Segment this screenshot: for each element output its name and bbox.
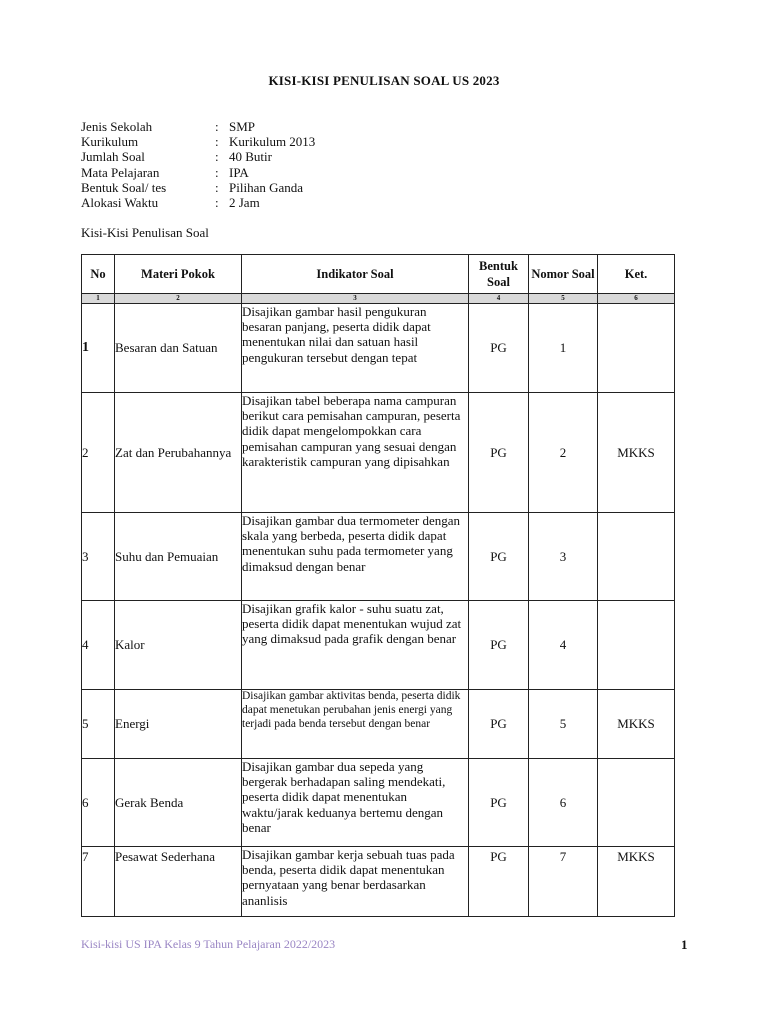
cell-ket: MKKS (598, 847, 675, 917)
meta-colon: : (215, 179, 219, 195)
table-row (82, 393, 675, 513)
cell-indikator: Disajikan tabel beberapa nama campuran berikut cara pemisahan campuran, peserta didik dapat mengelompokkan cara pemisahan campuran yang sesuai dengan karakteristik campuran yang dipisahkan (242, 393, 469, 513)
meta-label: Jenis Sekolah (81, 119, 153, 134)
meta-colon: : (215, 194, 219, 210)
cell-nomor: 4 (529, 601, 598, 690)
cell-bentuk: PG (469, 847, 529, 917)
column-number: 2 (115, 294, 242, 304)
meta-colon: : (215, 134, 219, 150)
document-title: KISI-KISI PENULISAN SOAL US 2023 (268, 73, 500, 88)
cell-bentuk: PG (469, 690, 529, 759)
cell-nomor: 7 (529, 847, 598, 917)
meta-label: Alokasi Waktu (81, 194, 159, 210)
cell-indikator: Disajikan gambar hasil pengukuran besaran panjang, peserta didik dapat menentukan nilai dan satuan hasil pengukuran tersebut dengan tepat (242, 304, 469, 393)
cell-no: 7 (82, 847, 115, 917)
column-number: 4 (469, 294, 529, 304)
cell-no: 3 (82, 513, 115, 601)
meta-label: Jumlah Soal (81, 149, 145, 165)
table-subheading: Kisi-Kisi Penulisan Soal (81, 225, 209, 240)
meta-value: SMP (229, 119, 256, 134)
cell-indikator: Disajikan gambar aktivitas benda, peserta didik dapat menetukan perubahan jenis energi yang terjadi pada benda tersebut dengan benar (242, 690, 469, 759)
cell-materi: Zat dan Perubahannya (115, 393, 242, 513)
table-row (82, 304, 675, 393)
header-indikator-soal: Indikator Soal (242, 255, 469, 294)
meta-row-kurikulum (81, 134, 315, 149)
meta-label: Kurikulum (81, 134, 139, 150)
kisi-kisi-table (81, 254, 675, 917)
table-row (82, 759, 675, 847)
cell-materi: Gerak Benda (115, 759, 242, 847)
meta-row-bentuk-soal (81, 180, 315, 195)
header-ket: Ket. (598, 255, 675, 294)
table-header-row (82, 255, 675, 294)
table-row (82, 601, 675, 690)
cell-ket: MKKS (598, 393, 675, 513)
header-nomor-soal: Nomor Soal (529, 255, 598, 294)
cell-ket (598, 513, 675, 601)
cell-ket: MKKS (598, 690, 675, 759)
meta-value: 40 Butir (229, 149, 272, 165)
meta-label: Mata Pelajaran (81, 164, 160, 180)
table-row (82, 690, 675, 759)
cell-materi: Energi (115, 690, 242, 759)
cell-materi: Pesawat Sederhana (115, 847, 242, 917)
meta-value: Pilihan Ganda (229, 179, 304, 195)
cell-materi: Besaran dan Satuan (115, 304, 242, 393)
cell-ket (598, 601, 675, 690)
column-number: 1 (82, 294, 115, 304)
meta-colon: : (215, 164, 219, 180)
meta-value: Kurikulum 2013 (229, 134, 316, 150)
meta-row-mata-pelajaran (81, 165, 315, 180)
cell-no: 6 (82, 759, 115, 847)
cell-nomor: 6 (529, 759, 598, 847)
cell-bentuk: PG (469, 601, 529, 690)
cell-no: 2 (82, 393, 115, 513)
meta-colon: : (215, 119, 219, 134)
cell-indikator: Disajikan grafik kalor - suhu suatu zat, peserta didik dapat menentukan wujud zat yang dimaksud pada grafik dengan benar (242, 601, 469, 690)
cell-no: 5 (82, 690, 115, 759)
document-meta (81, 119, 315, 210)
meta-colon: : (215, 149, 219, 165)
cell-bentuk: PG (469, 513, 529, 601)
meta-row-jumlah-soal (81, 149, 315, 164)
cell-materi: Kalor (115, 601, 242, 690)
column-number-row (82, 294, 675, 304)
header-bentuk-soal: Bentuk Soal (469, 255, 529, 294)
cell-indikator: Disajikan gambar dua sepeda yang bergerak berhadapan saling mendekati, peserta didik dapat menentukan waktu/jarak keduanya bertemu dengan benar (242, 759, 469, 847)
cell-bentuk: PG (469, 393, 529, 513)
column-number: 6 (598, 294, 675, 304)
cell-bentuk: PG (469, 759, 529, 847)
meta-label: Bentuk Soal/ tes (81, 179, 167, 195)
cell-nomor: 1 (529, 304, 598, 393)
meta-value: 2 Jam (229, 194, 260, 210)
cell-nomor: 5 (529, 690, 598, 759)
cell-ket (598, 304, 675, 393)
table-row (82, 513, 675, 601)
cell-materi: Suhu dan Pemuaian (115, 513, 242, 601)
header-no: No (82, 255, 115, 294)
meta-value: IPA (229, 164, 249, 180)
cell-nomor: 2 (529, 393, 598, 513)
table-row (82, 847, 675, 917)
cell-ket (598, 759, 675, 847)
column-number: 3 (242, 294, 469, 304)
cell-bentuk: PG (469, 304, 529, 393)
cell-indikator: Disajikan gambar dua termometer dengan skala yang berbeda, peserta didik dapat menentukan suhu pada termometer yang dimaksud dengan benar (242, 513, 469, 601)
page-number: 1 (681, 937, 688, 952)
column-number: 5 (529, 294, 598, 304)
cell-indikator: Disajikan gambar kerja sebuah tuas pada benda, peserta didik dapat menentukan pernyataan yang benar berdasarkan ananlisis (242, 847, 469, 917)
cell-no: 4 (82, 601, 115, 690)
meta-row-alokasi-waktu (81, 195, 315, 210)
meta-row-jenis-sekolah (81, 119, 315, 134)
cell-nomor: 3 (529, 513, 598, 601)
cell-no: 1 (82, 304, 115, 393)
page-footer: Kisi-kisi US IPA Kelas 9 Tahun Pelajaran 2022/2023 (81, 937, 336, 951)
header-materi-pokok: Materi Pokok (115, 255, 242, 294)
